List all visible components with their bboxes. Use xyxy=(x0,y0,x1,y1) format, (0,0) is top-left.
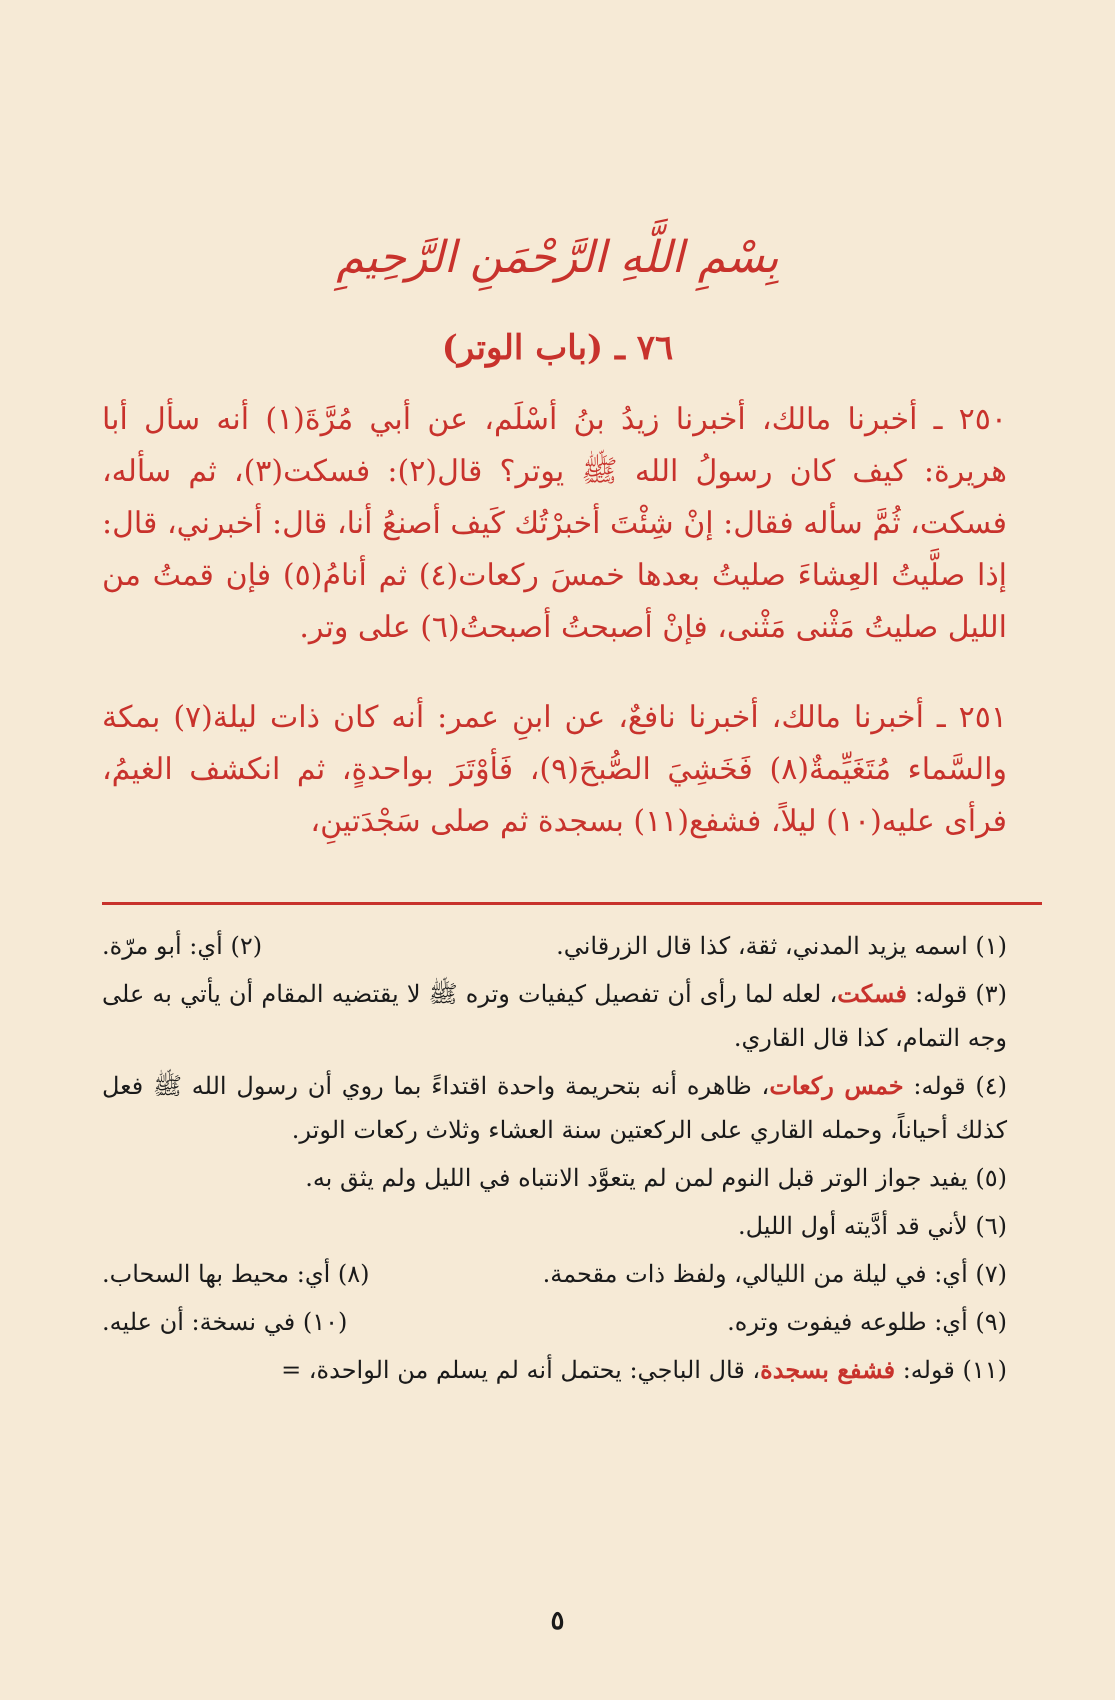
footnote-11-text: ، قال الباجي: يحتمل أنه لم يسلم من الواحدة، = xyxy=(281,1356,761,1384)
footnote-9: (٩) أي: طلوعه فيفوت وتره. xyxy=(727,1308,1007,1336)
footnote-3-prefix: (٣) قوله: xyxy=(906,980,1007,1008)
footnote-4-prefix: (٤) قوله: xyxy=(903,1072,1007,1100)
hadith-250: ٢٥٠ ـ أخبرنا مالك، أخبرنا زيدُ بنُ أسْلَم، عن أبي مُرَّةَ(١) أنه سأل أبا هريرة: كيف كان رسولُ الله ﷺ يوتر؟ قال(٢): فسكت(٣)، ثم سأله، فسكت، ثُمَّ سأله فقال: إنْ شِئْتَ أخبرْتُك كَيف أصنعُ أنا، قال: أخبرني، قال: إذا صلَّيتُ العِشاءَ صليتُ بعدها خمسَ ركعات(٤) ثم أنامُ(٥) فإن قمتُ من الليل صليتُ مَثْنى مَثْنى، فإنْ أصبحتُ أصبحتُ(٦) على وتر. xyxy=(102,402,1008,645)
footnote-4 xyxy=(102,1064,1007,1152)
footnote-2: (٢) أي: أبو مرّة. xyxy=(102,932,263,960)
footnote-6: (٦) لأني قد أدَّيته أول الليل. xyxy=(737,1212,1007,1240)
footnote-4-text: ، ظاهره أنه بتحريمة واحدة اقتداءً بما روي أن رسول الله ﷺ فعل كذلك أحياناً، وحمله القاري على الركعتين سنة العشاء وثلاث ركعات الوتر. xyxy=(102,1072,1007,1144)
footnote-divider xyxy=(102,902,1042,905)
chapter-title: ٧٦ ـ (باب الوتر) xyxy=(441,328,674,368)
page-number: ٥ xyxy=(550,1606,565,1636)
footnote-4-keyword: خمس ركعات xyxy=(769,1071,904,1100)
footnote-3-keyword: فسكت xyxy=(837,979,907,1008)
hadith-251: ٢٥١ ـ أخبرنا مالك، أخبرنا نافعٌ، عن ابنِ عمر: أنه كان ذات ليلة(٧) بمكة والسَّماء مُتَغَيِّمةٌ(٨) فَخَشِيَ الصُّبحَ(٩)، فَأوْتَرَ بواحدةٍ، ثم انكشف الغيمُ، فرأى عليه(١٠) ليلاً، فشفع(١١) بسجدة ثم صلى سَجْدَتينِ، xyxy=(102,700,1007,839)
footnote-11-keyword: فشفع بسجدة xyxy=(760,1355,896,1384)
footnote-row-9-10 xyxy=(102,1300,1007,1344)
footnote-11 xyxy=(102,1348,1007,1392)
footnote-7: (٧) أي: في ليلة من الليالي، ولفظ ذات مقحمة. xyxy=(542,1260,1007,1288)
footnote-10: (١٠) في نسخة: أن عليه. xyxy=(102,1308,348,1336)
footnote-row-7-8 xyxy=(102,1252,1007,1296)
footnote-3-text: ، لعله لما رأى أن تفصيل كيفيات وتره ﷺ لا يقتضيه المقام أن يأتي به على وجه التمام، كذا قال القاري. xyxy=(102,980,1007,1052)
footnotes xyxy=(102,924,1007,1396)
footnote-1: (١) اسمه يزيد المدني، ثقة، كذا قال الزرقاني. xyxy=(556,932,1007,960)
footnote-3 xyxy=(102,972,1007,1060)
footnote-8: (٨) أي: محيط بها السحاب. xyxy=(102,1260,370,1288)
basmala-heading: بِسْمِ اللَّهِ الرَّحْمَنِ الرَّحِيمِ xyxy=(336,232,779,283)
footnote-5: (٥) يفيد جواز الوتر قبل النوم لمن لم يتعوَّد الانتباه في الليل ولم يثق به. xyxy=(305,1164,1007,1192)
footnote-11-prefix: (١١) قوله: xyxy=(895,1356,1007,1384)
footnote-row-1-2 xyxy=(102,924,1007,968)
